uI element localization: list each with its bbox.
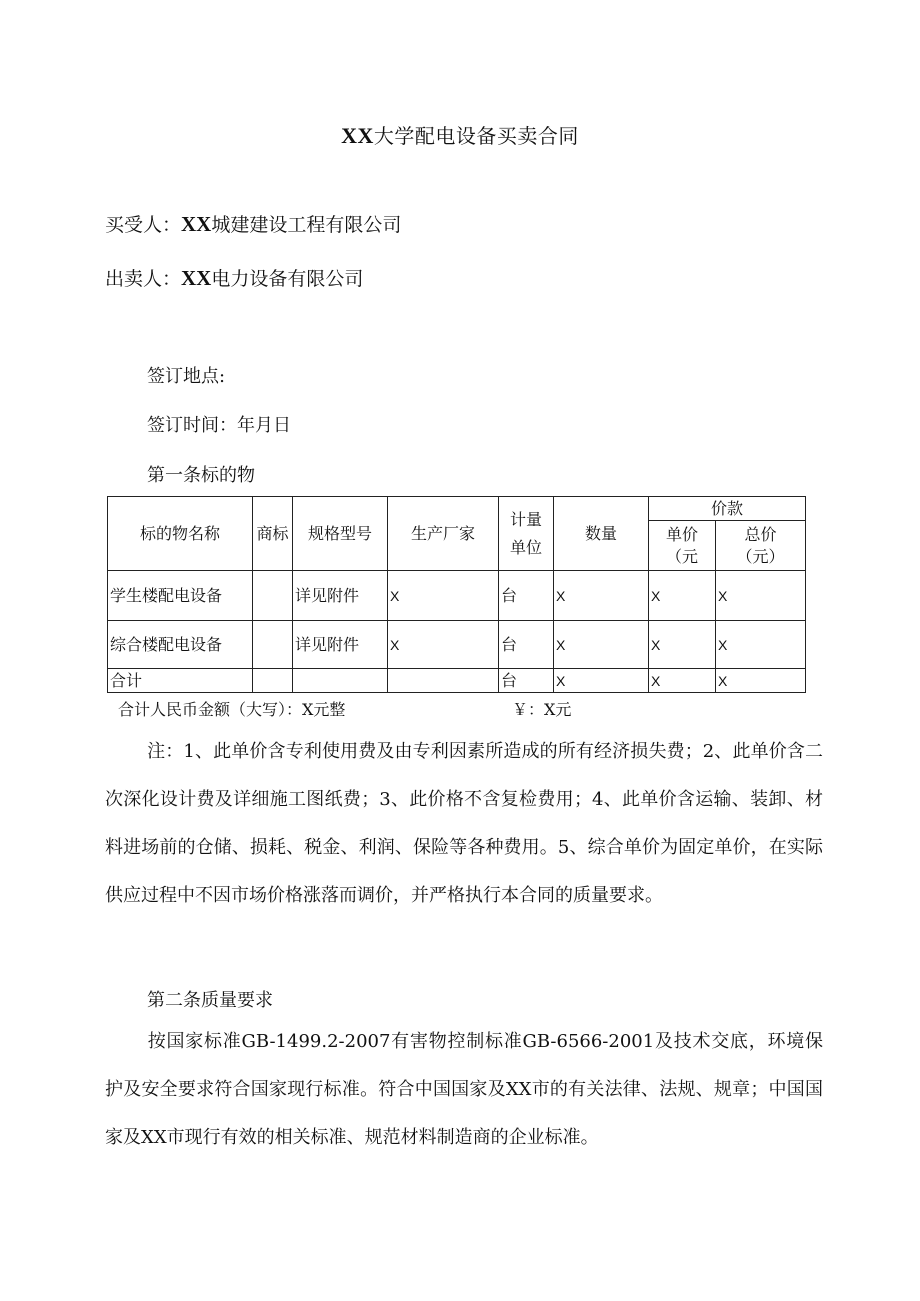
row-2-brand xyxy=(253,621,293,669)
row-total-unit-price: X xyxy=(649,669,716,693)
header-brand: 商标 xyxy=(253,497,293,571)
row-total-maker xyxy=(388,669,499,693)
table-total-row xyxy=(108,669,806,693)
row-1-qty: X xyxy=(554,571,649,621)
header-spec: 规格型号 xyxy=(293,497,388,571)
seller-line xyxy=(105,264,363,291)
row-1-unit-price: X xyxy=(649,571,716,621)
article-1-heading: 第一条标的物 xyxy=(147,465,255,486)
article-2-heading: 第二条质量要求 xyxy=(147,990,273,1011)
contract-title xyxy=(0,120,920,149)
note-text: 注：1、此单价含专利使用费及由专利因素所造成的所有经济损失费；2、此单价含二次深化设计费及详细施工图纸费；3、此价格不含复检费用；4、此单价含运输、装卸、材料进场前的仓储、损耗、税金、利润、保险等各种费用。5、综合单价为固定单价，在实际供应过程中不因市场价格涨落而调价，并严格执行本合同的质量要求。 xyxy=(105,741,823,906)
table-row xyxy=(108,571,806,621)
row-total-qty: X xyxy=(554,669,649,693)
header-unit-price xyxy=(649,521,716,571)
header-unit xyxy=(499,497,554,571)
seller-label: 出卖人： xyxy=(105,268,182,290)
header-total-price xyxy=(716,521,806,571)
quality-paragraph xyxy=(105,1018,823,1162)
table-header-row xyxy=(108,497,806,521)
row-1-name: 学生楼配电设备 xyxy=(108,571,253,621)
header-qty: 数量 xyxy=(554,497,649,571)
row-2-unit-price: X xyxy=(649,621,716,669)
header-total-price-top: 总价 xyxy=(744,524,777,544)
sign-place: 签订地点: xyxy=(147,366,226,387)
row-1-unit: 台 xyxy=(499,571,554,621)
header-unit-bottom: 单位 xyxy=(509,537,542,557)
title-prefix: XX xyxy=(341,123,374,148)
sign-time: 签订时间：年月日 xyxy=(147,415,291,436)
row-total-name: 合计 xyxy=(108,669,253,693)
row-total-unit: 台 xyxy=(499,669,554,693)
row-total-spec xyxy=(293,669,388,693)
row-2-qty: X xyxy=(554,621,649,669)
header-unit-price-top: 单价 xyxy=(665,524,698,544)
row-total-total: X xyxy=(716,669,806,693)
header-unit-price-bottom: （元 xyxy=(665,546,698,566)
header-total-price-bottom: （元） xyxy=(736,546,785,566)
row-1-spec: 详见附件 xyxy=(293,571,388,621)
row-1-total: X xyxy=(716,571,806,621)
row-1-brand xyxy=(253,571,293,621)
table-row xyxy=(108,621,806,669)
total-amount-words: 合计人民币金额（大写）：X元整 xyxy=(118,700,346,719)
goods-table xyxy=(107,496,806,693)
buyer-line xyxy=(105,210,401,237)
row-2-maker: X xyxy=(388,621,499,669)
header-name: 标的物名称 xyxy=(108,497,253,571)
header-maker: 生产厂家 xyxy=(388,497,499,571)
seller-name: 电力设备有限公司 xyxy=(211,268,364,290)
buyer-name: 城建建设工程有限公司 xyxy=(211,214,402,236)
row-2-total: X xyxy=(716,621,806,669)
quality-text: 按国家标准GB-1499.2-2007有害物控制标准GB-6566-2001及技术交底，环境保护及安全要求符合国家现行标准。符合中国国家及XX市的有关法律、法规、规章；中国国家及XX市现行有效的相关标准、规范材料制造商的企业标准。 xyxy=(105,1031,823,1148)
row-total-brand xyxy=(253,669,293,693)
seller-prefix: XX xyxy=(181,266,212,290)
row-2-spec: 详见附件 xyxy=(293,621,388,669)
row-2-name: 综合楼配电设备 xyxy=(108,621,253,669)
title-main: 大学配电设备买卖合同 xyxy=(373,124,579,148)
note-paragraph xyxy=(105,728,823,920)
header-unit-top: 计量 xyxy=(509,509,542,529)
row-2-unit: 台 xyxy=(499,621,554,669)
total-amount-symbol: ￥：X元 xyxy=(512,700,572,719)
row-1-maker: X xyxy=(388,571,499,621)
header-price: 价款 xyxy=(649,497,806,521)
buyer-label: 买受人： xyxy=(105,214,182,236)
buyer-prefix: XX xyxy=(181,212,212,236)
